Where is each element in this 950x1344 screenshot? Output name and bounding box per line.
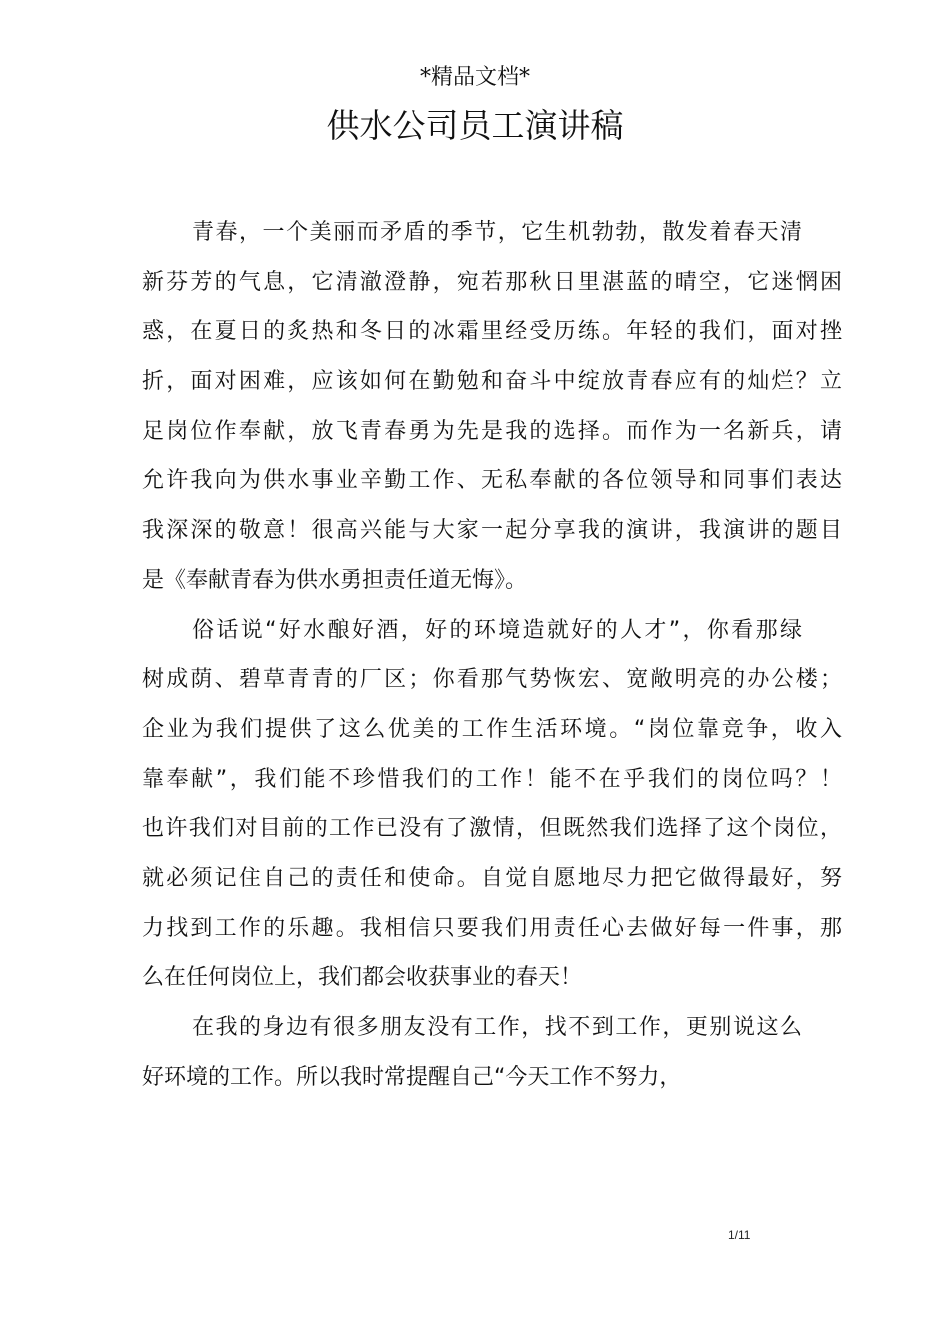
page-number: 1/11	[728, 1228, 751, 1242]
paragraph-3	[142, 1003, 842, 1102]
text-line: 就必须记住自己的责任和使命。自觉自愿地尽力把它做得最好，努	[142, 865, 842, 891]
text-line: 树成荫、碧草青青的厂区；你看那气势恢宏、宽敞明亮的办公楼；	[142, 667, 842, 693]
paragraph-1	[142, 208, 842, 606]
text-line: 新芬芳的气息，它清澈澄静，宛若那秋日里湛蓝的晴空，它迷惘困	[142, 269, 842, 295]
text-line: 是《奉献青春为供水勇担责任道无悔》。	[142, 567, 528, 593]
text-line: 力找到工作的乐趣。我相信只要我们用责任心去做好每一件事，那	[142, 915, 842, 941]
text-line: 么在任何岗位上，我们都会收获事业的春天！	[142, 965, 583, 991]
text-line: 俗话说“好水酿好酒，好的环境造就好的人才”，你看那绿	[192, 617, 802, 643]
text-line: 靠奉献”，我们能不珍惜我们的工作！能不在乎我们的岗位吗？！	[142, 766, 842, 792]
text-line: 企业为我们提供了这么优美的工作生活环境。“岗位靠竞争，收入	[142, 716, 842, 742]
paragraph-2	[142, 606, 842, 1004]
document-title: 供水公司员工演讲稿	[326, 106, 624, 145]
text-line: 折，面对困难，应该如何在勤勉和奋斗中绽放青春应有的灿烂？立	[142, 369, 842, 395]
text-line: 好环境的工作。所以我时常提醒自己“今天工作不努力，	[142, 1064, 682, 1090]
text-line: 也许我们对目前的工作已没有了激情，但既然我们选择了这个岗位，	[142, 816, 842, 842]
text-line: 在我的身边有很多朋友没有工作，找不到工作，更别说这么	[192, 1015, 802, 1040]
document-body	[142, 208, 842, 1102]
text-line: 足岗位作奉献，放飞青春勇为先是我的选择。而作为一名新兵，请	[142, 418, 842, 444]
text-line: 青春，一个美丽而矛盾的季节，它生机勃勃，散发着春天清	[192, 220, 802, 245]
page-header-watermark: *精品文档*	[419, 65, 530, 90]
text-line: 惑，在夏日的炙热和冬日的冰霜里经受历练。年轻的我们，面对挫	[142, 319, 842, 345]
text-line: 我深深的敬意！很高兴能与大家一起分享我的演讲，我演讲的题目	[142, 518, 842, 544]
text-line: 允许我向为供水事业辛勤工作、无私奉献的各位领导和同事们表达	[142, 468, 842, 494]
